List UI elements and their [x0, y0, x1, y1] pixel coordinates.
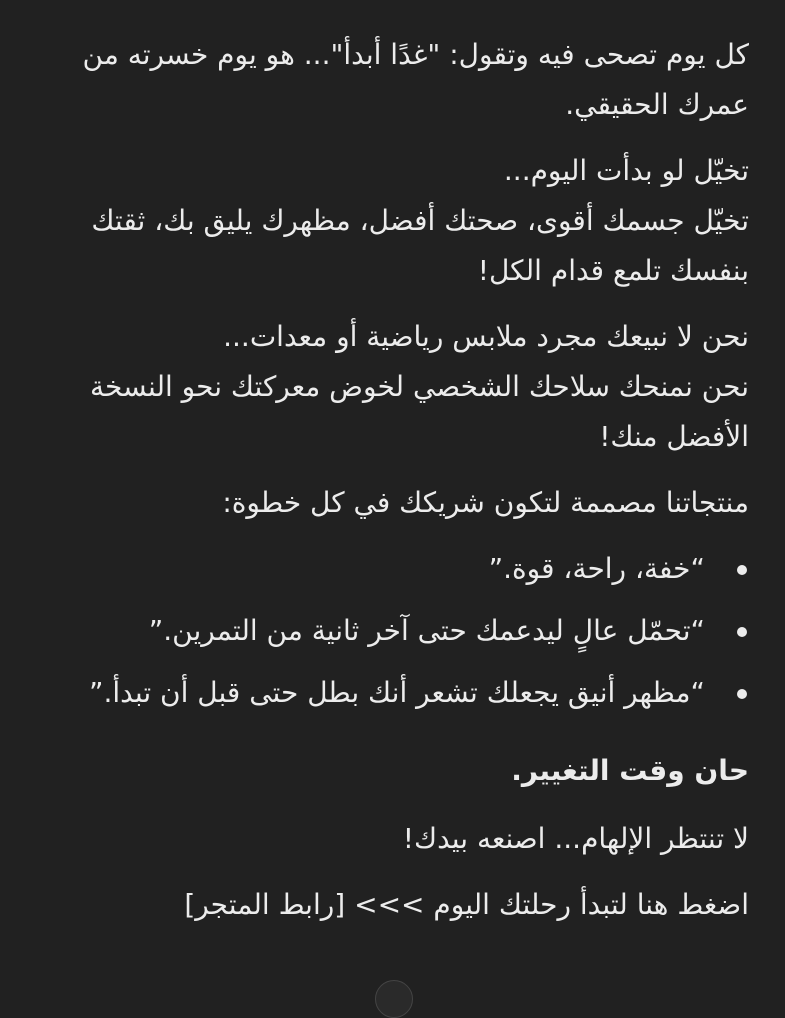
offer-line-2: نحن نمنحك سلاحك الشخصي لخوض معركتك نحو النسخة الأفضل منك! [89, 370, 749, 453]
imagine-line-2: تخيّل جسمك أقوى، صحتك أفضل، مظهرك يليق بك، ثقتك بنفسك تلمع قدام الكل! [91, 204, 749, 287]
scroll-down-button[interactable] [375, 980, 413, 1018]
assistant-message [30, 30, 749, 946]
bullet-icon [737, 689, 747, 699]
bullet-icon [737, 627, 747, 637]
imagine-paragraph [30, 146, 749, 296]
list-item-text: “تحمّل عالٍ ليدعمك حتى آخر ثانية من التمرين.” [148, 614, 705, 647]
benefits-list [30, 544, 749, 718]
motivation-line: لا تنتظر الإلهام... اصنعه بيدك! [402, 822, 749, 855]
section-heading: حان وقت التغيير. [511, 754, 749, 787]
list-item-text: “مظهر أنيق يجعلك تشعر أنك بطل حتى قبل أن تبدأ.” [88, 676, 705, 709]
offer-line-1: نحن لا نبيعك مجرد ملابس رياضية أو معدات... [223, 320, 749, 353]
bullet-icon [737, 565, 747, 575]
products-intro: منتجاتنا مصممة لتكون شريكك في كل خطوة: [222, 486, 749, 519]
offer-paragraph [30, 312, 749, 462]
imagine-line-1: تخيّل لو بدأت اليوم... [503, 154, 749, 187]
store-link[interactable]: اضغط هنا لتبدأ رحلتك اليوم >>> [رابط المتجر] [184, 888, 749, 921]
list-item [30, 668, 749, 718]
intro-paragraph: كل يوم تصحى فيه وتقول: "غدًا أبدأ"... هو يوم خسرته من عمرك الحقيقي. [82, 38, 749, 121]
list-item-text: “خفة، راحة، قوة.” [488, 552, 705, 585]
list-item [30, 544, 749, 594]
list-item [30, 606, 749, 656]
